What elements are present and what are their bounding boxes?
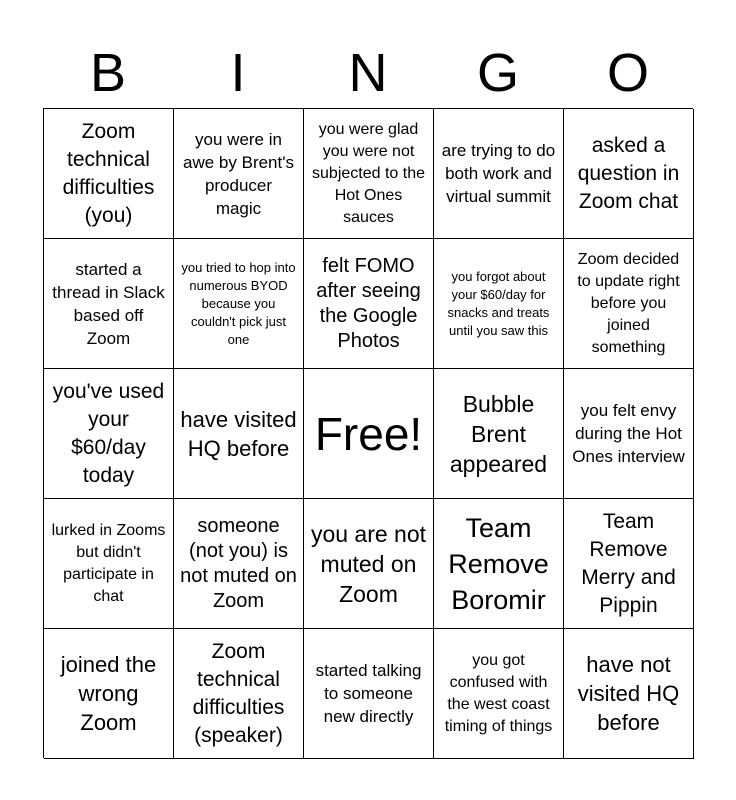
bingo-board <box>43 108 693 758</box>
header-letter-i: I <box>230 43 246 103</box>
bingo-cell[interactable]: started a thread in Slack based off Zoom <box>44 239 174 369</box>
bingo-cell[interactable]: Bubble Brent appeared <box>434 369 564 499</box>
bingo-cell[interactable]: have visited HQ before <box>174 369 304 499</box>
bingo-cell[interactable]: you got confused with the west coast timing of things <box>434 629 564 759</box>
bingo-cell[interactable]: have not visited HQ before <box>564 629 694 759</box>
bingo-cell[interactable]: are trying to do both work and virtual summit <box>434 109 564 239</box>
bingo-cell[interactable]: you tried to hop into numerous BYOD because you couldn't pick just one <box>174 239 304 369</box>
header-letter-b: B <box>89 43 127 103</box>
bingo-cell[interactable]: felt FOMO after seeing the Google Photos <box>304 239 434 369</box>
bingo-cell[interactable]: you were in awe by Brent's producer magic <box>174 109 304 239</box>
bingo-cell[interactable]: lurked in Zooms but didn't participate in chat <box>44 499 174 629</box>
bingo-cell[interactable]: Team Remove Merry and Pippin <box>564 499 694 629</box>
bingo-cell[interactable]: Zoom technical difficulties (you) <box>44 109 174 239</box>
bingo-header <box>43 40 693 106</box>
bingo-cell[interactable]: Team Remove Boromir <box>434 499 564 629</box>
bingo-cell[interactable]: you are not muted on Zoom <box>304 499 434 629</box>
free-space-cell[interactable]: Free! <box>304 369 434 499</box>
bingo-cell[interactable]: someone (not you) is not muted on Zoom <box>174 499 304 629</box>
bingo-cell[interactable]: you were glad you were not subjected to the Hot Ones sauces <box>304 109 434 239</box>
bingo-cell[interactable]: you felt envy during the Hot Ones interview <box>564 369 694 499</box>
bingo-cell[interactable]: asked a question in Zoom chat <box>564 109 694 239</box>
header-letter-n: N <box>348 43 388 103</box>
header-letter-o: O <box>606 43 649 103</box>
bingo-cell[interactable]: joined the wrong Zoom <box>44 629 174 759</box>
bingo-cell[interactable]: Zoom technical difficulties (speaker) <box>174 629 304 759</box>
bingo-cell[interactable]: started talking to someone new directly <box>304 629 434 759</box>
bingo-cell[interactable]: Zoom decided to update right before you joined something <box>564 239 694 369</box>
bingo-cell[interactable]: you've used your $60/day today <box>44 369 174 499</box>
header-letter-g: G <box>476 43 519 103</box>
bingo-cell[interactable]: you forgot about your $60/day for snacks and treats until you saw this <box>434 239 564 369</box>
